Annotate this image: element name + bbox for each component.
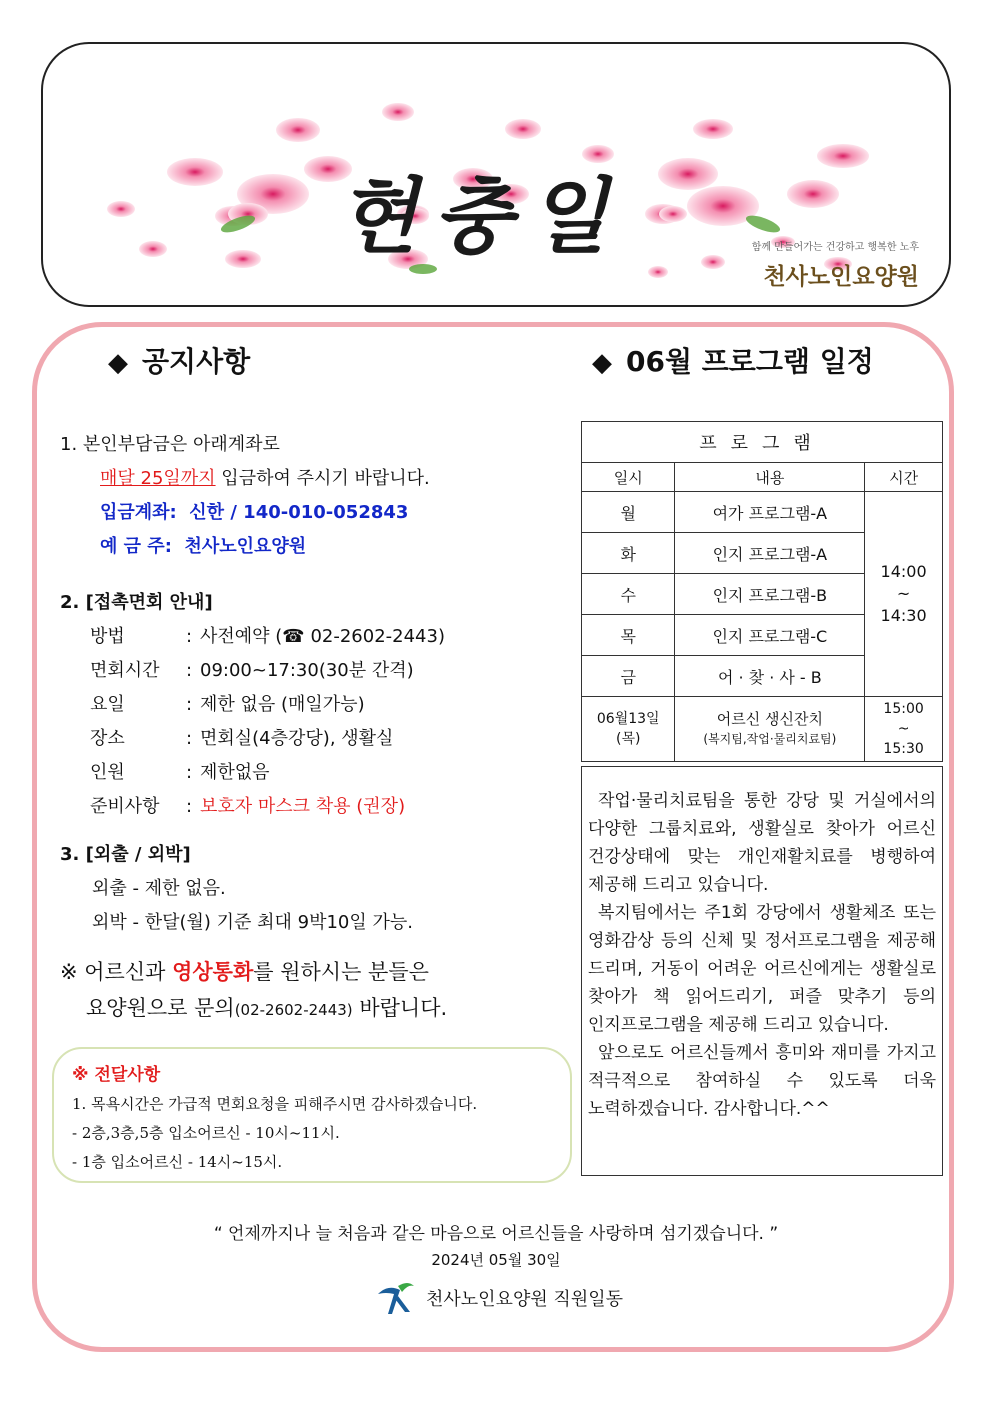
visit-row: 면회시간 : 09:00~17:30(30분 간격) [90,660,414,681]
visit-row: 방법 : 사전예약 (☎ 02-2602-2443) [90,626,445,647]
outing-section-title: 3. [외출 / 외박] [60,844,191,865]
column-header: 시간 [865,463,943,492]
outing-line: 외출 - 제한 없음. [92,878,226,899]
header-org-name: 천사노인요양원 [763,264,919,290]
delivery-line: 1. 목욕시간은 가급적 면회요청을 피해주시면 감사하겠습니다. [72,1095,478,1113]
payment-deadline: 매달 25일까지 [100,468,216,489]
weekly-time-cell: 14:00 ~ 14:30 [865,492,943,697]
notice-section-title: ◆ 공지사항 [108,345,251,378]
delivery-line: - 1층 입소어르신 - 14시~15시. [72,1153,283,1171]
diamond-bullet-icon: ◆ [592,348,612,378]
schedule-section-title: ◆ 06월 프로그램 일정 [592,345,874,378]
holder-line: 예 금 주: 천사노인요양원 [100,536,307,557]
payment-line-1: 1. 본인부담금은 아래계좌로 [60,434,280,455]
header-slogan: 함께 만들어가는 건강하고 행복한 노후 [751,242,919,253]
video-call-line-2: 요양원으로 문의(02-2602-2443) 바랍니다. [86,996,448,1020]
notice-body [60,428,570,1028]
table-row: 월 여가 프로그램-A 14:00 ~ 14:30 [582,492,943,533]
issue-date: 2024년 05월 30일 [431,1251,561,1269]
table-row: 수 인지 프로그램-B [582,574,943,615]
delivery-line: - 2층,3층,5층 입소어르신 - 10시~11시. [72,1124,340,1142]
visit-info-table [90,620,445,824]
special-event-row: 06월13일 (목) 어르신 생신잔치 (복지팀,작업·물리치료팀) 15:00 ~ 15:30 [582,697,943,762]
account-line: 입금계좌: 신한 / 140-010-052843 [100,502,409,523]
table-caption: 프로그램 [582,422,943,463]
table-row: 목 인지 프로그램-C [582,615,943,656]
table-row: 금 어 · 찾 · 사 - B [582,656,943,697]
video-call-highlight: 영상통화 [172,960,254,984]
account-number: 신한 / 140-010-052843 [189,502,409,523]
video-call-line-1: ※ 어르신과 영상통화를 원하시는 분들은 [60,960,429,984]
delivery-title: ※ 전달사항 [72,1065,161,1085]
visit-row: 준비사항 : 보호자 마스크 착용 (권장) [90,796,406,817]
diamond-bullet-icon: ◆ [108,348,128,378]
account-holder: 천사노인요양원 [184,536,307,557]
visit-row: 장소 : 면회실(4층강당), 생활실 [90,728,394,749]
program-description [581,766,943,1176]
description-paragraph: 복지팀에서는 주1회 강당에서 생활체조 또는 영화감상 등의 신체 및 정서프로그램을 제공해 드리며, 거동이 어려운 어르신에게는 생활실로 찾아가 책 읽어드리기, 퍼즐 맞추기 등의 인지프로그램을 제공해 드리고 있습니다. [588,903,936,1035]
visit-row: 요일 : 제한 없음 (매일가능) [90,694,365,715]
visit-row: 인원 : 제한없음 [90,762,270,783]
closing-quote: “ 언제까지나 늘 처음과 같은 마음으로 어르신들을 사랑하며 섬기겠습니다. ” [213,1224,779,1244]
program-schedule-table [581,421,943,762]
footer-signature: 천사노인요양원 직원일동 [374,1278,623,1318]
delivery-notice-box [52,1047,572,1183]
memorial-day-title: 현충일 [338,169,624,265]
description-paragraph: 작업·물리치료팀을 통한 강당 및 거실에서의 다양한 그룹치료와, 생활실로 찾아가 어르신 건강상태에 맞는 개인재활치료를 병행하여 제공해 드리고 있습니다. [588,791,936,895]
visit-section-title: 2. [접촉면회 안내] [60,592,213,613]
table-row: 화 인지 프로그램-A [582,533,943,574]
payment-line-2: 매달 25일까지 입금하여 주시기 바랍니다. [100,468,430,489]
description-paragraph: 앞으로도 어르신들께서 흥미와 재미를 가지고 적극적으로 참여하실 수 있도록 더욱 노력하겠습니다. 감사합니다.^^ [588,1043,936,1119]
header-banner [41,42,951,307]
overnight-line: 외박 - 한달(월) 기준 최대 9박10일 가능. [92,912,413,933]
video-call-phone: (02-2602-2443) [234,1001,353,1019]
org-logo-icon [374,1280,418,1316]
column-header: 일시 [582,463,675,492]
column-header: 내용 [675,463,865,492]
